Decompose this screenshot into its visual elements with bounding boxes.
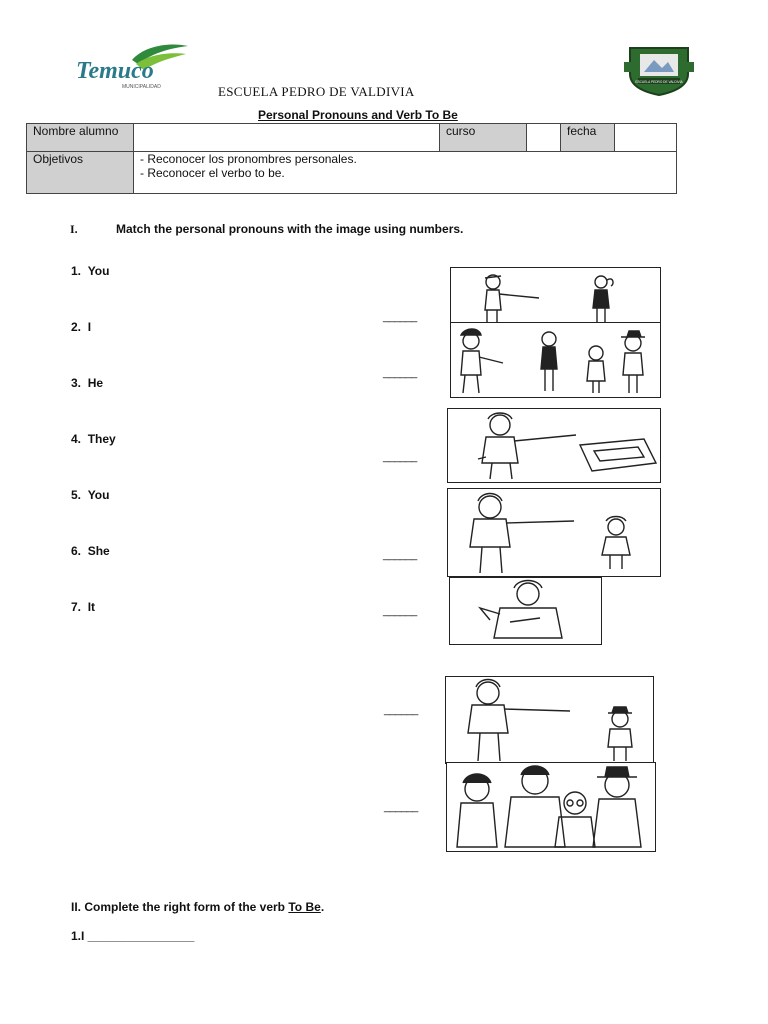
image-boy-pointing-at-himself <box>449 577 602 645</box>
item-6: 6. She <box>71 544 110 558</box>
item-1: 1. You <box>71 264 110 278</box>
image-boy-pointing-at-man <box>445 676 654 764</box>
answer-blank[interactable]: ______ <box>384 801 418 813</box>
item-4: 4. They <box>71 432 116 446</box>
image-boy-pointing-at-book <box>447 408 661 483</box>
curso-field[interactable] <box>527 124 561 152</box>
nombre-field[interactable] <box>134 124 440 152</box>
nombre-label: Nombre alumno <box>27 124 134 152</box>
answer-blank[interactable]: ______ <box>383 549 417 561</box>
answer-blank[interactable]: ______ <box>383 311 417 323</box>
image-boy-pointing-at-girl <box>450 267 661 324</box>
item-7: 7. It <box>71 600 96 614</box>
temuco-logo <box>74 42 194 92</box>
answer-blank[interactable]: ______ <box>383 367 417 379</box>
section-1-number: I. <box>70 222 78 236</box>
image-boy-pointing-at-child <box>447 488 661 577</box>
student-info-table <box>26 123 677 194</box>
section-1-instruction: Match the personal pronouns with the image using numbers. <box>116 222 464 236</box>
exercise-line-1[interactable]: 1.I ________________ <box>71 929 195 943</box>
verb-to-be: To Be <box>288 900 321 914</box>
worksheet-title: Personal Pronouns and Verb To Be <box>258 108 458 122</box>
curso-label: curso <box>440 124 527 152</box>
answer-blank[interactable]: ______ <box>384 704 418 716</box>
objective-1: - Reconocer los pronombres personales. <box>140 152 357 166</box>
item-2: 2. I <box>71 320 92 334</box>
section-2-instruction: II. Complete the right form of the verb To Be. <box>71 900 325 914</box>
item-3: 3. He <box>71 376 104 390</box>
objetivos-content <box>134 152 677 194</box>
svg-text:MUNICIPALIDAD: MUNICIPALIDAD <box>122 84 161 90</box>
objective-2: - Reconocer el verbo to be. <box>140 166 285 180</box>
answer-blank[interactable]: ______ <box>383 451 417 463</box>
svg-text:Temuco: Temuco <box>76 58 154 84</box>
fecha-field[interactable] <box>615 124 677 152</box>
answer-blank[interactable]: ______ <box>383 605 417 617</box>
item-5: 5. You <box>71 488 110 502</box>
objetivos-label: Objetivos <box>27 152 134 194</box>
school-name: ESCUELA PEDRO DE VALDIVIA <box>218 84 415 99</box>
svg-text:ESCUELA PEDRO DE VALDIVIA: ESCUELA PEDRO DE VALDIVIA <box>635 80 683 84</box>
image-group-of-people <box>446 762 656 852</box>
fecha-label: fecha <box>561 124 615 152</box>
school-crest-logo <box>624 40 694 96</box>
image-boy-pointing-at-group <box>450 322 661 398</box>
